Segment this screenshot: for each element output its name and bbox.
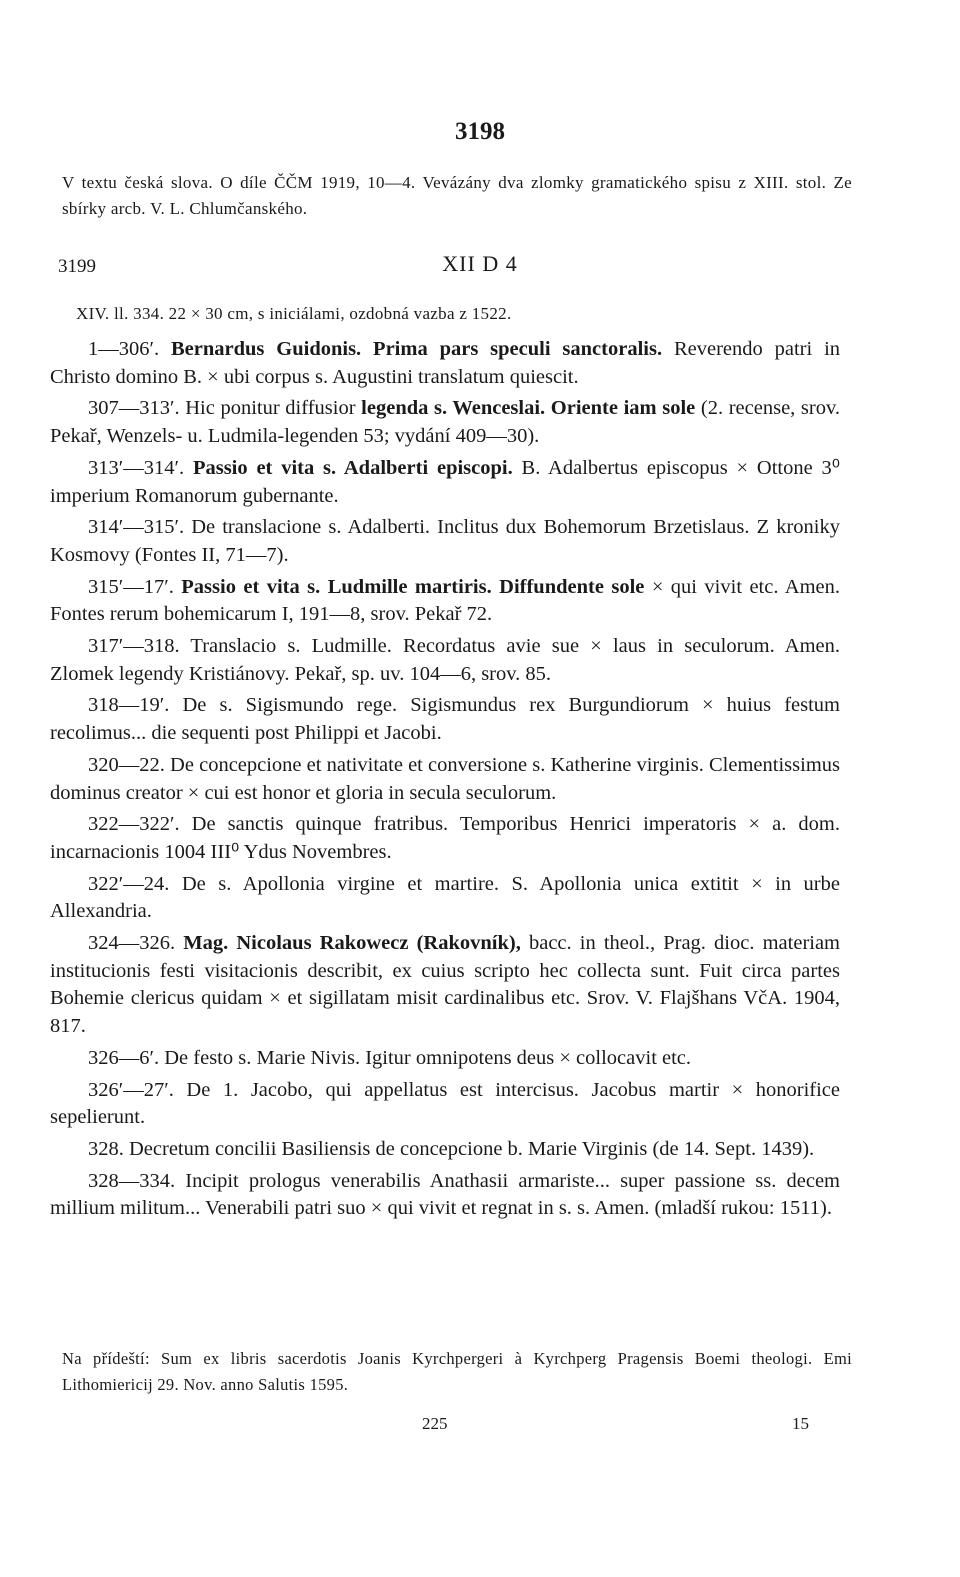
content-entry [50, 1045, 840, 1073]
content-entry [50, 871, 840, 926]
intro-paragraph: V textu česká slova. O díle ČČM 1919, 10—4. Vevázány dva zlomky gramatického spisu z XIII. stol. Ze sbírky arcb. V. L. Chlumčanského. [62, 173, 852, 218]
entry-bold-text: Bernardus Guidonis. Prima pars speculi sanctoralis. [171, 338, 663, 360]
entry-text: 320—22. De concepcione et nativitate et conversione s. Katherine virginis. Clementissimus dominus creator × cui est honor et gloria in secula seculorum. [50, 753, 840, 804]
entry-bold-text: Passio et vita s. Ludmille martiris. Diffundente sole [181, 575, 645, 598]
entry-text: 322′—24. De s. Apollonia virgine et martire. S. Apollonia unica extitit × in urbe Allexandria. [50, 872, 840, 923]
entry-text: 326—6′. De festo s. Marie Nivis. Igitur omnipotens deus × collocavit etc. [88, 1046, 692, 1069]
content-entry [50, 336, 840, 391]
entry-text: 318—19′. De s. Sigismundo rege. Sigismundus rex Burgundiorum × huius festum recolimus... die sequenti post Philippi et Jacobi. [50, 694, 840, 745]
sheet-number: 15 [792, 1414, 809, 1433]
content-entry [50, 633, 840, 688]
entry-bold-text: Passio et vita s. Adalberti episcopi. [192, 456, 513, 479]
entry-bold-text: legenda s. Wenceslai. Oriente iam sole [361, 397, 696, 420]
entry-text: 324—326. [88, 932, 184, 955]
content-entry [50, 811, 840, 866]
entry-text: 314′—315′. De translacione s. Adalberti. Inclitus dux Bohemorum Brzetislaus. Z kroniky Kosmovy (Fontes II, 71—7). [50, 516, 840, 566]
content-entry [50, 455, 840, 510]
entry-text: 317′—318. Translacio s. Ludmille. Recordatus avie sue × laus in seculorum. Amen. Zlomek legendy Kristiánovy. Pekař, sp. uv. 104—6, srov. 85. [50, 635, 840, 685]
content-entry [50, 752, 840, 807]
content-entry [50, 1168, 840, 1223]
contents-list [50, 336, 840, 1227]
content-entry [50, 1077, 840, 1132]
entry-text: 322—322′. De sanctis quinque fratribus. Temporibus Henrici imperatoris × a. dom. incarnacionis 1004 III⁰ Ydus Novembres. [50, 813, 840, 863]
shelf-signature: XII D 4 [442, 251, 518, 276]
entry-text: Reverendo patri in Christo domino B. × ubi corpus s. Augustini translatum quiescit. [50, 338, 841, 388]
content-entry [50, 514, 840, 569]
entry-text: × qui vivit etc. Amen. Fontes rerum bohemicarum I, 191—8, srov. Pekař 72. [50, 575, 840, 626]
flyleaf-note: Na přídeští: Sum ex libris sacerdotis Joanis Kyrchpergeri à Kyrchperg Pragensis Boemi theologi. Emi Lithomiericij 29. Nov. anno Salutis 1595. [62, 1349, 852, 1394]
entry-text: 315′—17′. [88, 575, 182, 598]
entry-text: B. Adalbertus episcopus × Ottone 3⁰ imperium Romanorum gubernante. [50, 456, 841, 507]
entry-text: 328. Decretum concilii Basiliensis de concepcione b. Marie Virginis (de 14. Sept. 1439). [88, 1137, 815, 1160]
content-entry [50, 930, 840, 1041]
entry-text: 313′—314′. [88, 456, 193, 479]
entry-bold-text: Mag. Nicolaus Rakowecz (Rakovník), [183, 932, 521, 955]
entry-text: 328—334. Incipit prologus venerabilis Anathasii armariste... super passione ss. decem millium militum... Venerabili patri suo × qui vivit et regnat in s. s. Amen. (mladší rukou: 1511). [50, 1169, 840, 1220]
content-entry [50, 692, 840, 747]
content-entry [50, 1136, 840, 1164]
folio-number: 225 [422, 1414, 448, 1433]
page-number: 3198 [455, 118, 505, 145]
entry-text: bacc. in theol., Prag. dioc. materiam institucionis festi visitacionis describit, ex cuius scripto hec collecta sunt. Fuit circa partes Bohemie clericus quidam × et sigillatam misit cardinalibus etc. Srov. V. Flajšhans VčA. 1904, 817. [50, 932, 841, 1038]
content-entry [50, 395, 840, 450]
entry-text: 1—306′. [88, 338, 171, 360]
item-number: 3199 [58, 256, 96, 277]
entry-text: 326′—27′. De 1. Jacobo, qui appellatus est intercisus. Jacobus martir × honorifice sepelierunt. [50, 1078, 840, 1129]
entry-text: 307—313′. Hic ponitur diffusior [88, 397, 362, 420]
manuscript-description: XIV. ll. 334. 22 × 30 cm, s iniciálami, ozdobná vazba z 1522. [76, 304, 512, 323]
content-entry [50, 574, 840, 629]
entry-text: (2. recense, srov. Pekař, Wenzels- u. Ludmila-legenden 53; vydání 409—30). [50, 397, 841, 448]
